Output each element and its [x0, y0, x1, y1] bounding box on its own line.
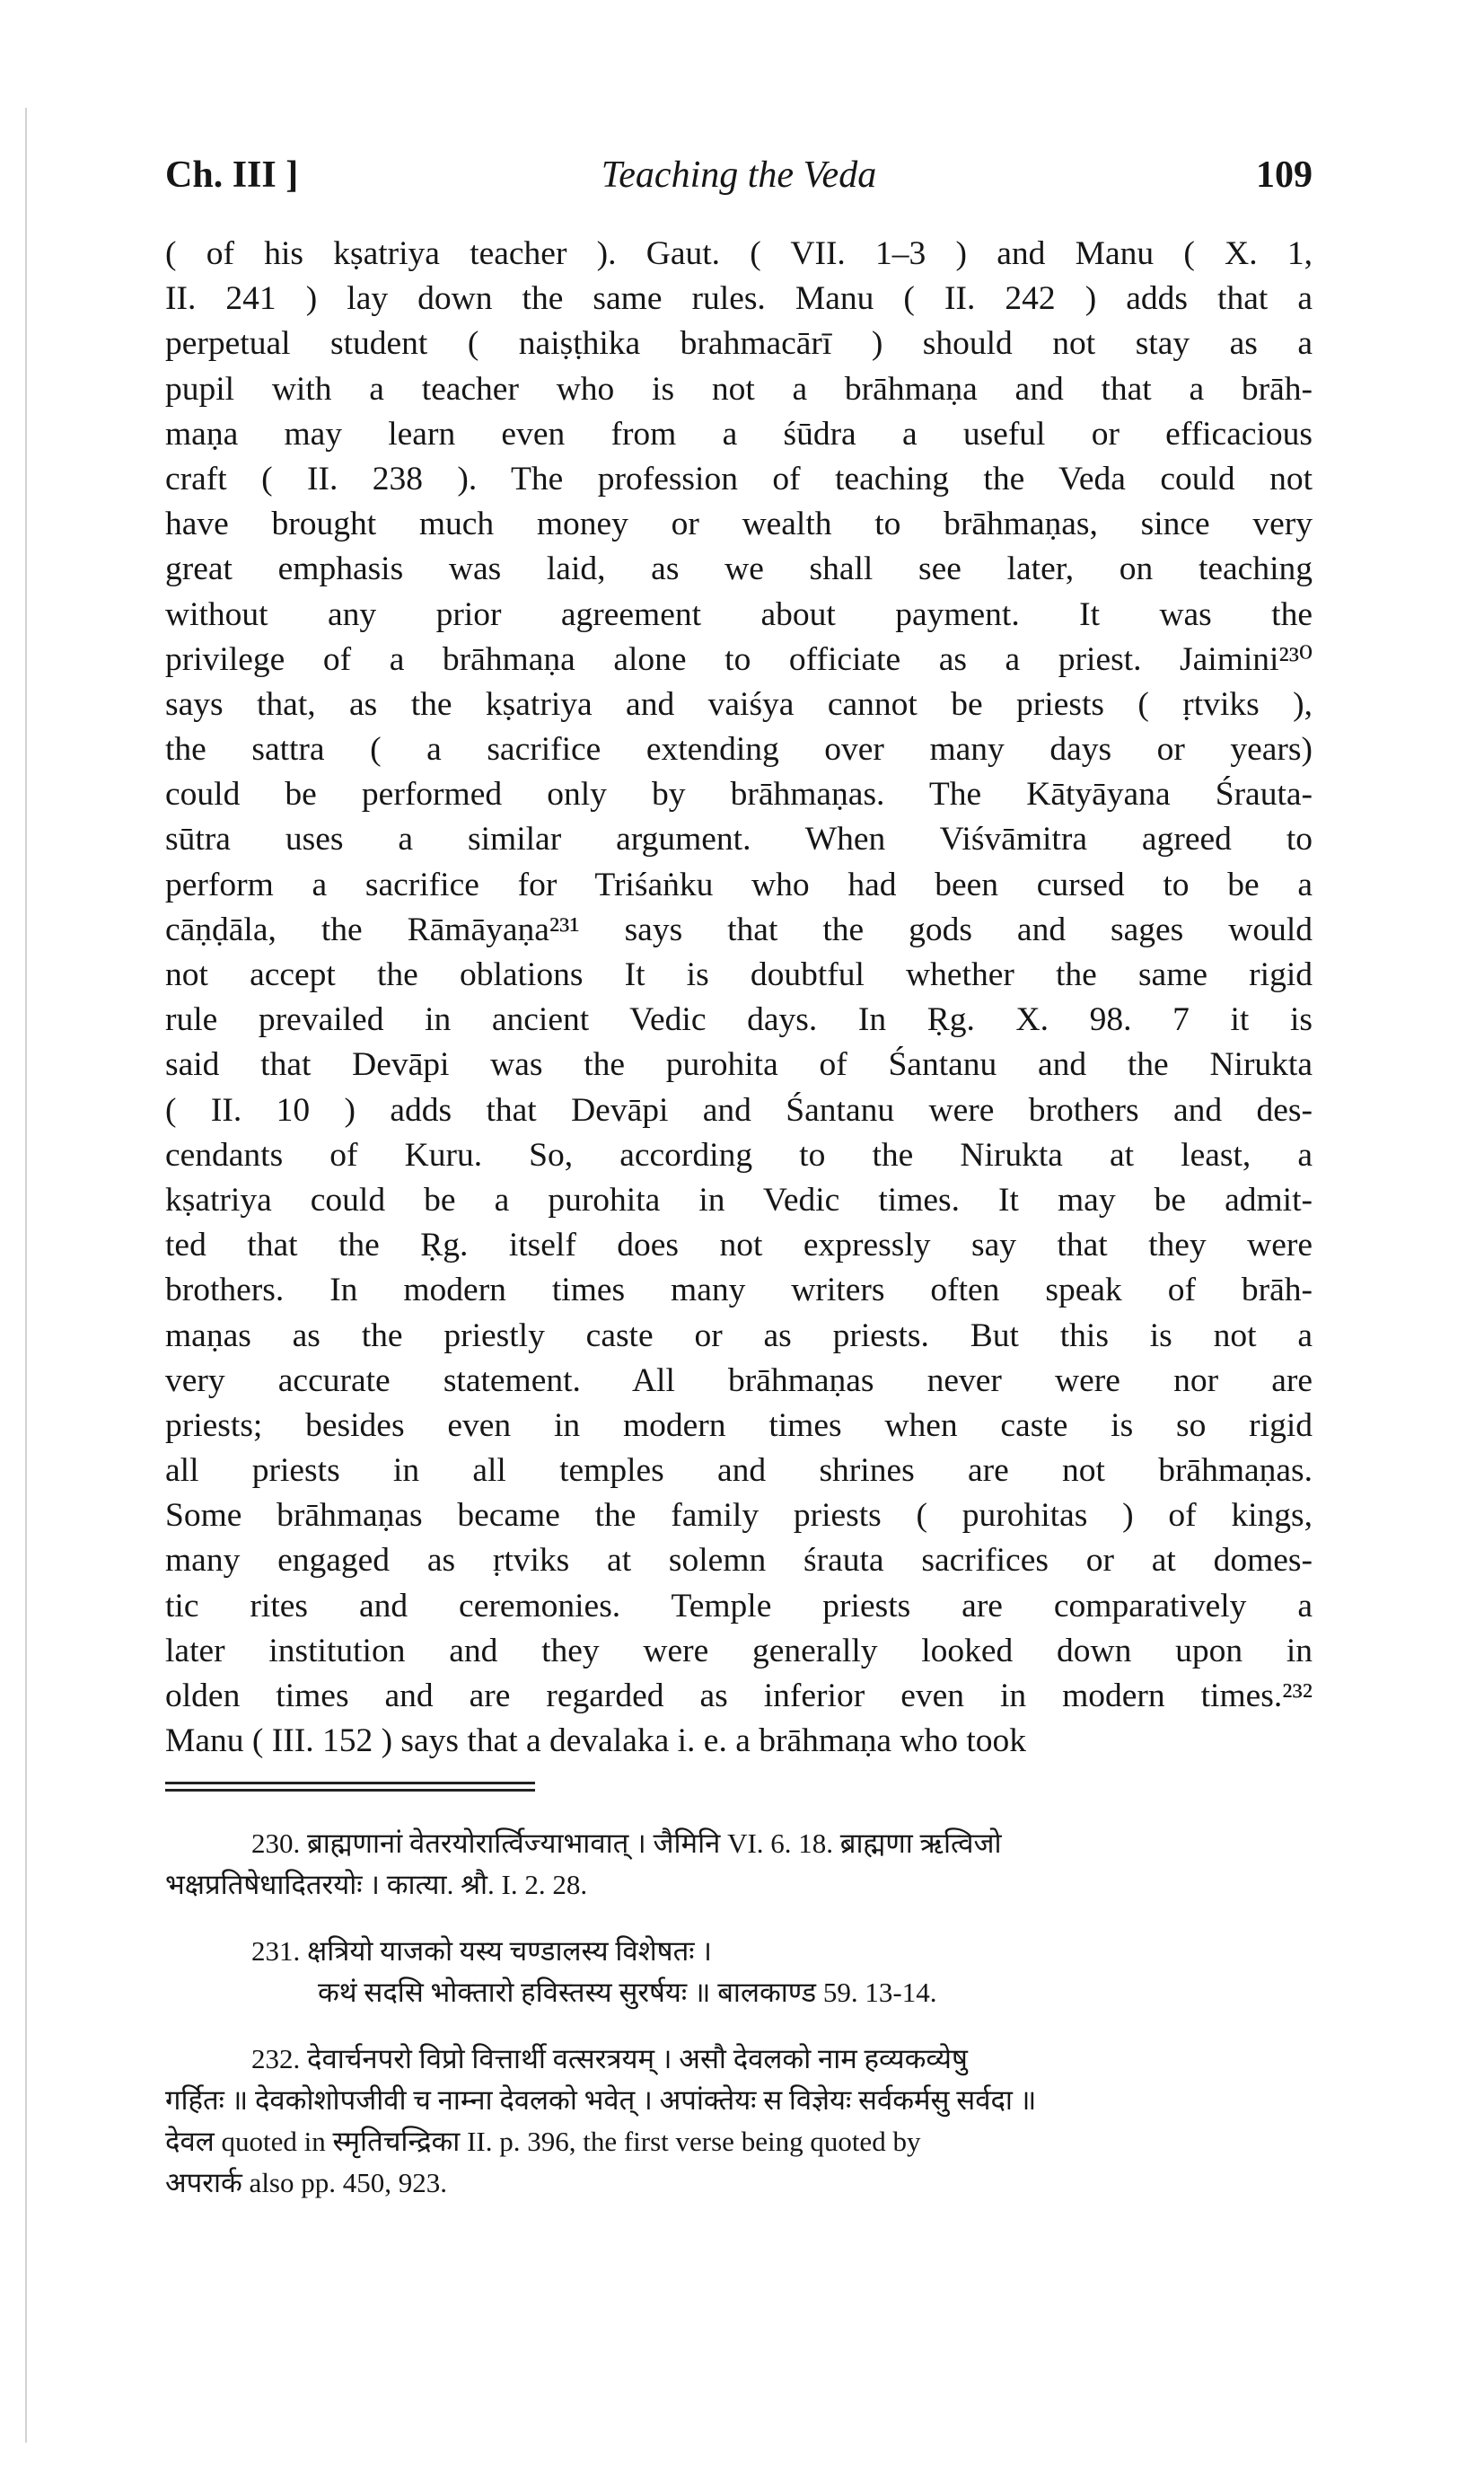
text-line: rule prevailed in ancient Vedic days. In Ṛg. X. 98. 7 it is — [165, 1001, 1313, 1039]
footnote-rule — [165, 1789, 535, 1792]
text-line: could be performed only by brāhmaṇas. The Kātyāyana Śrauta- — [165, 776, 1313, 814]
chapter-label: Ch. III ] — [165, 154, 299, 196]
text-line: not accept the oblations It is doubtful whether the same rigid — [165, 956, 1313, 993]
text-line: all priests in all temples and shrines are not brāhmaṇas. — [165, 1452, 1313, 1490]
text-line: maṇa may learn even from a śūdra a useful or efficacious — [165, 415, 1313, 453]
footnote-230 — [165, 1823, 1313, 1906]
text-line: said that Devāpi was the purohita of Śantanu and the Nirukta — [165, 1046, 1313, 1084]
text-line: cendants of Kuru. So, according to the Nirukta at least, a — [165, 1136, 1313, 1174]
text-line: Manu ( III. 152 ) says that a devalaka i. e. a brāhmaṇa who took — [165, 1722, 1027, 1760]
footnote-231 — [165, 1931, 1313, 2013]
footnote-line: 231. क्षत्रियो याजको यस्य चण्डालस्य विशेषतः । — [251, 1935, 713, 1967]
text-line: Some brāhmaṇas became the family priests ( purohitas ) of kings, — [165, 1497, 1313, 1535]
text-line: many engaged as ṛtviks at solemn śrauta sacrifices or at domes- — [165, 1542, 1313, 1580]
text-line: ( II. 10 ) adds that Devāpi and Śantanu were brothers and des- — [165, 1091, 1313, 1129]
text-line: very accurate statement. All brāhmaṇas never were nor are — [165, 1361, 1313, 1399]
text-line: II. 241 ) lay down the same rules. Manu ( II. 242 ) adds that a — [165, 280, 1313, 318]
text-line: tic rites and ceremonies. Temple priests are comparatively a — [165, 1587, 1313, 1625]
page-number: 109 — [1256, 154, 1313, 196]
running-header — [165, 148, 1313, 211]
text-line: perform a sacrifice for Triśaṅku who had been cursed to be a — [165, 866, 1313, 903]
footnote-line: 232. देवार्चनपरो विप्रो वित्तार्थी वत्सरत्रयम् । असौ देवलको नाम हव्यकव्येषु — [251, 2043, 968, 2074]
text-line: perpetual student ( naiṣṭhika brahmacārī ) should not stay as a — [165, 325, 1313, 363]
main-text — [165, 232, 1313, 1764]
text-line: ted that the Ṛg. itself does not expressly say that they were — [165, 1227, 1313, 1264]
page-edge-shadow — [25, 108, 27, 2443]
footnote-rule — [165, 1782, 535, 1784]
text-line: have brought much money or wealth to brāhmaṇas, since very — [165, 506, 1313, 543]
text-line: without any prior agreement about payment. It was the — [165, 595, 1313, 633]
text-line: says that, as the kṣatriya and vaiśya cannot be priests ( ṛtviks ), — [165, 685, 1313, 723]
footnote-232 — [165, 2039, 1313, 2204]
text-line: craft ( II. 238 ). The profession of teaching the Veda could not — [165, 460, 1313, 498]
text-line: pupil with a teacher who is not a brāhmaṇa and that a brāh- — [165, 370, 1313, 408]
text-line: ( of his kṣatriya teacher ). Gaut. ( VII. 1–3 ) and Manu ( X. 1, — [165, 235, 1313, 272]
footnote-line: कथं सदसि भोक्तारो हविस्तस्य सुरर्षयः ॥ बालकाण्ड 59. 13-14. — [318, 1977, 937, 2008]
footnote-line: 230. ब्राह्मणानां वेतरयोरार्त्विज्याभावात् । जैमिनि VI. 6. 18. ब्राह्मणा ऋत्विजो — [251, 1827, 1002, 1859]
footnote-line: अपरार्क also pp. 450, 923. — [165, 2167, 447, 2198]
text-line: great emphasis was laid, as we shall see later, on teaching — [165, 550, 1313, 588]
text-line: the sattra ( a sacrifice extending over many days or years) — [165, 731, 1313, 769]
text-line: kṣatriya could be a purohita in Vedic times. It may be admit- — [165, 1181, 1313, 1219]
text-line: privilege of a brāhmaṇa alone to officiate as a priest. Jaimini²³⁰ — [165, 640, 1313, 678]
text-line: later institution and they were generally looked down upon in — [165, 1632, 1313, 1669]
text-line: priests; besides even in modern times when caste is so rigid — [165, 1406, 1313, 1444]
footnotes — [165, 1823, 1313, 2204]
running-title: Teaching the Veda — [601, 154, 877, 196]
footnote-line: देवल quoted in स्मृतिचन्द्रिका II. p. 396, the first verse being quoted by — [165, 2126, 921, 2157]
text-line: sūtra uses a similar argument. When Viśvāmitra agreed to — [165, 821, 1313, 859]
footnote-line: गर्हितः ॥ देवकोशोपजीवी च नाम्ना देवलको भवेत् । अपांक्तेयः स विज्ञेयः सर्वकर्मसु सर्वदा ॥ — [165, 2084, 1037, 2116]
text-line: maṇas as the priestly caste or as priests. But this is not a — [165, 1316, 1313, 1354]
text-line: olden times and are regarded as inferior even in modern times.²³² — [165, 1677, 1313, 1714]
footnote-line: भक्षप्रतिषेधादितरयोः । कात्या. श्रौ. I. 2. 28. — [165, 1869, 588, 1900]
text-line: brothers. In modern times many writers often speak of brāh- — [165, 1272, 1313, 1309]
text-line: cāṇḍāla, the Rāmāyaṇa²³¹ says that the gods and sages would — [165, 911, 1313, 948]
